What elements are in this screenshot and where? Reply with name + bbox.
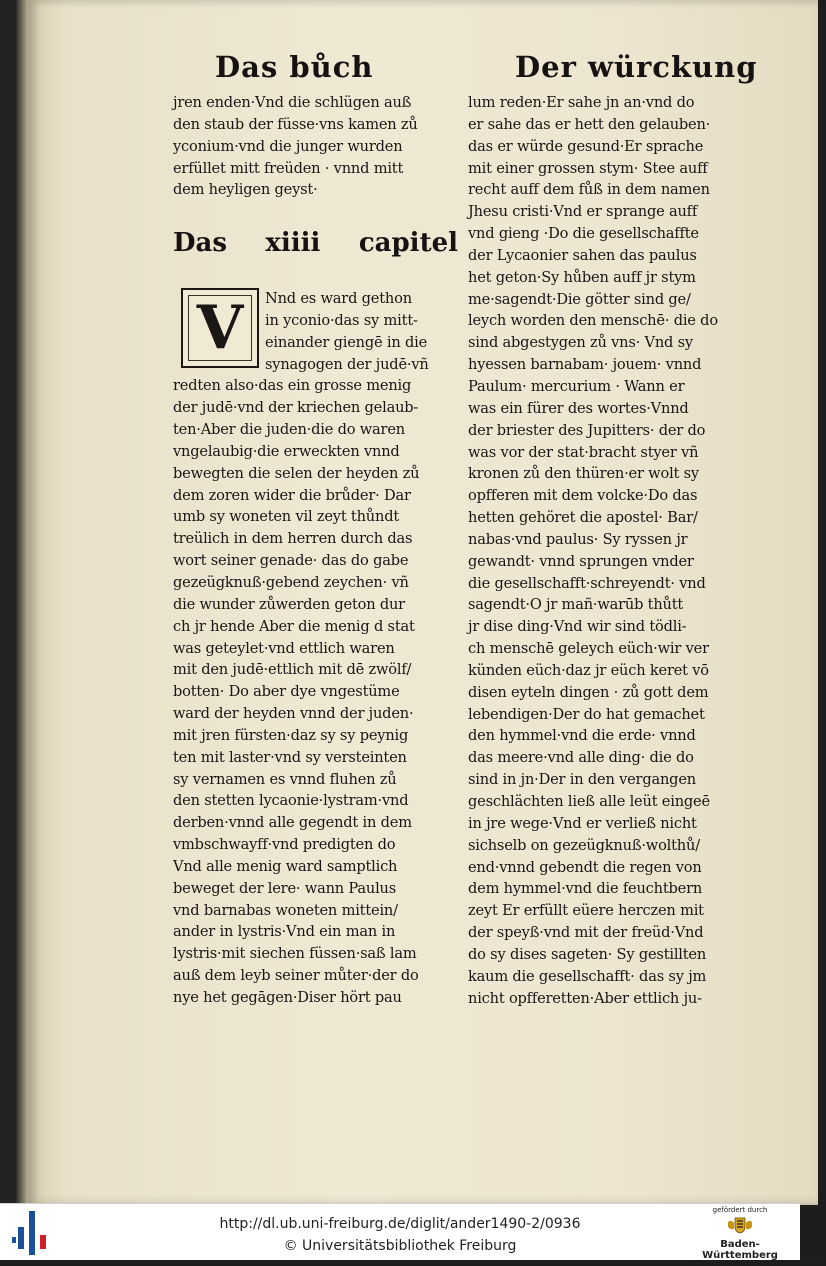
- text-line: nabas·vnd paulus· Sy ryssen jr: [468, 530, 688, 548]
- text-line: nye het gegāgen·Diser hört pau: [173, 989, 402, 1006]
- text-line: hetten gehöret die apostel· Bar/: [468, 509, 698, 527]
- text-line: einander giengē in die: [265, 333, 428, 351]
- text-line: ch jr hende Aber die menig d stat: [173, 617, 415, 635]
- text-line: end·vnnd gebendt die regen von: [468, 858, 702, 876]
- text-line: jren enden·Vnd die schlügen auß: [173, 94, 412, 111]
- text-line: lebendigen·Der do hat gemachet: [468, 705, 705, 723]
- text-line: bewegten die selen der heyden zů: [173, 464, 420, 482]
- sponsor-block: [686, 1206, 826, 1266]
- text-line: sy vernamen es vnnd fluhen zů: [173, 770, 397, 788]
- running-head-left: Das bůch: [215, 50, 374, 84]
- text-line: kronen zů den thüren·er wolt sy: [468, 465, 699, 483]
- sponsor-label: gefördert durch: [712, 1206, 768, 1214]
- text-line: ten mit laster·vnd sy versteinten: [173, 748, 407, 766]
- left-column-top: [173, 92, 458, 201]
- text-line: ander in lystris·Vnd ein man in: [173, 923, 396, 941]
- sponsor-subtitle: MINISTERIUM FÜR WISSENSCHAFT, FORSCHUNG UND KUNST: [686, 1261, 826, 1266]
- text-line: der briester des Jupitters· der do: [468, 421, 706, 439]
- text-line: Paulum· mercurium · Wann er: [468, 377, 685, 395]
- right-column: [468, 92, 746, 1009]
- text-line: die gesellschafft·schreyendt· vnd: [468, 574, 706, 592]
- chapter-word: Das: [173, 228, 228, 258]
- text-line: sichselb on gezeügknuß·wolthů/: [468, 836, 700, 854]
- text-line: synagogen der judē·vñ: [265, 355, 429, 373]
- text-line: lystris·mit siechen füssen·saß lam: [173, 945, 417, 963]
- text-line: gezeügknuß·gebend zeychen· vñ: [173, 573, 409, 591]
- text-line: leych worden den menschē· die do: [468, 312, 718, 330]
- text-line: treülich in dem herren durch das: [173, 530, 413, 548]
- text-line: sind in jn·Der in den vergangen: [468, 771, 696, 789]
- text-line: dem zoren wider die brůder· Dar: [173, 486, 411, 504]
- text-line: recht auff dem fůß in dem namen: [468, 181, 710, 199]
- text-line: jr dise ding·Vnd wir sind tödli-: [468, 618, 687, 636]
- text-line: Nnd es ward gethon: [265, 290, 412, 307]
- text-line: vmbschwayff·vnd predigten do: [173, 836, 396, 854]
- text-line: gewandt· vnnd sprungen vnder: [468, 552, 694, 570]
- text-line: der speyß·vnd mit der freüd·Vnd: [468, 924, 704, 942]
- text-line: zeyt Er erfüllt eüere herczen mit: [468, 902, 704, 920]
- text-line: erfüllet mitt freüden · vnnd mitt: [173, 159, 404, 177]
- text-line: yconium·vnd die junger wurden: [173, 137, 403, 155]
- text-line: was geteylet·vnd ettlich waren: [173, 639, 395, 657]
- text-line: in jre wege·Vnd er verließ nicht: [468, 814, 697, 832]
- text-line: vnd gieng ·Do die gesellschaffte: [468, 225, 699, 243]
- text-line: beweget der lere· wann Paulus: [173, 879, 397, 897]
- running-head-right: Der würckung: [515, 50, 758, 84]
- text-line: künden eüch·daz jr eüch keret vō: [468, 661, 709, 679]
- text-line: den hymmel·vnd die erde· vnnd: [468, 727, 696, 745]
- text-line: lum reden·Er sahe jn an·vnd do: [468, 94, 695, 111]
- sponsor-name: Baden-Württemberg: [702, 1239, 778, 1261]
- text-line: do sy dises sageten· Sy gestillten: [468, 945, 707, 963]
- permalink-url[interactable]: http://dl.ub.uni-freiburg.de/diglit/ander1490-2/0936: [219, 1216, 581, 1232]
- text-line: das meere·vnd alle ding· die do: [468, 749, 694, 767]
- viewer-footer: [0, 1203, 826, 1266]
- text-line: opfferen mit dem volcke·Do das: [468, 487, 698, 505]
- text-line: Jhesu cristi·Vnd er sprange auff: [468, 203, 698, 221]
- text-line: mit den judē·ettlich mit dē zwölf/: [173, 661, 412, 679]
- initial-letter: V: [196, 293, 244, 363]
- text-line: er sahe das er hett den gelauben·: [468, 115, 711, 133]
- chapter-heading: [173, 228, 458, 258]
- text-line: was vor der stat·bracht styer vñ: [468, 443, 699, 461]
- text-line: me·sagendt·Die götter sind ge/: [468, 290, 691, 308]
- text-line: den staub der füsse·vns kamen zů: [173, 115, 418, 133]
- text-line: kaum die gesellschafft· das sy jm: [468, 967, 707, 985]
- chapter-label: capitel: [358, 228, 458, 258]
- text-line: botten· Do aber dye vngestüme: [173, 683, 400, 701]
- copyright-notice: © Universitätsbibliothek Freiburg: [283, 1238, 517, 1254]
- text-line: sagendt·O jr mañ·warūb thůtt: [468, 596, 684, 614]
- text-line: das er würde gesund·Er sprache: [468, 137, 704, 155]
- text-line: der Lycaonier sahen das paulus: [468, 246, 697, 264]
- baden-wuerttemberg-crest-icon: [726, 1216, 754, 1234]
- text-line: vnd barnabas woneten mittein/: [173, 901, 398, 919]
- text-line: ward der heyden vnnd der juden·: [173, 705, 414, 723]
- text-line: dem hymmel·vnd die feuchtbern: [468, 880, 703, 898]
- text-line: umb sy woneten vil zeyt thůndt: [173, 508, 400, 526]
- text-line: sind abgestygen zů vns· Vnd sy: [468, 334, 693, 352]
- text-line: der judē·vnd der kriechen gelaub-: [173, 399, 419, 417]
- text-line: die wunder zůwerden geton dur: [173, 595, 405, 613]
- text-line: vngelaubig·die erweckten vnnd: [173, 442, 400, 460]
- text-line: het geton·Sy hůben auff jr stym: [468, 268, 696, 286]
- text-line: in yconio·das sy mitt-: [265, 311, 418, 329]
- text-line: disen eyteln dingen · zů gott dem: [468, 683, 709, 701]
- text-line: hyessen barnabam· jouem· vnnd: [468, 356, 702, 374]
- text-line: dem heyligen geyst·: [173, 181, 318, 199]
- text-line: geschlächten ließ alle leüt eingeē: [468, 793, 710, 810]
- left-column-body: [173, 288, 458, 1009]
- text-line: auß dem leyb seiner můter·der do: [173, 967, 419, 985]
- text-line: wort seiner genade· das do gabe: [173, 552, 409, 570]
- text-line: mit einer grossen stym· Stee auff: [468, 159, 708, 177]
- text-line: den stetten lycaonie·lystram·vnd: [173, 792, 409, 810]
- text-line: derben·vnnd alle gegendt in dem: [173, 814, 412, 832]
- text-line: ten·Aber die juden·die do waren: [173, 421, 405, 439]
- text-line: Vnd alle menig ward samptlich: [173, 857, 398, 875]
- chapter-number: xiiii: [265, 228, 321, 258]
- text-line: mit jren fürsten·daz sy sy peynig: [173, 726, 409, 744]
- text-line: was ein fürer des wortes·Vnnd: [468, 399, 689, 417]
- text-line: redten also·das ein grosse menig: [173, 377, 412, 395]
- text-line: ch menschē geleych eüch·wir ver: [468, 640, 709, 658]
- text-line: nicht opfferetten·Aber ettlich ju-: [468, 989, 702, 1007]
